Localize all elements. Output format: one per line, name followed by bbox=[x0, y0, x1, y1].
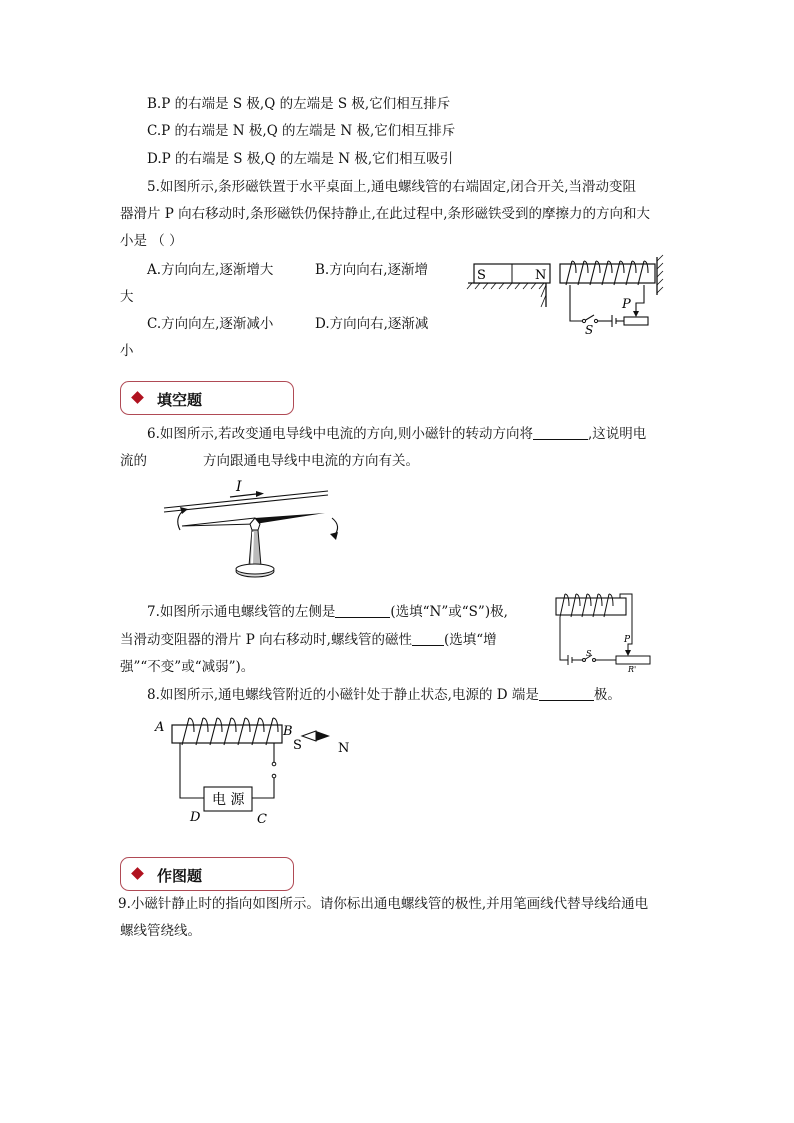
q5-magnet-n-label: N bbox=[535, 268, 547, 283]
q5-slider-p-label: P bbox=[622, 297, 631, 312]
q8-text-1: 8.如图所示,通电螺线管附近的小磁针处于静止状态,电源的 D 端是 bbox=[147, 687, 539, 703]
q4-option-c: C.P 的右端是 N 极,Q 的左端是 N 极,它们相互排斥 bbox=[147, 123, 456, 139]
q7-text-1: 7.如图所示通电螺线管的左侧是 bbox=[147, 604, 336, 620]
q7-stem-line3: 强”“不变”或“减弱”)。 bbox=[120, 659, 255, 675]
q7-rheostat-label: R' bbox=[628, 665, 637, 674]
q5-switch-label: S bbox=[585, 323, 594, 337]
q6-figure bbox=[160, 478, 360, 583]
q5-stem-line1: 5.如图所示,条形磁铁置于水平桌面上,通电螺线管的右端固定,闭合开关,当滑动变阻 bbox=[147, 179, 637, 195]
q8-power-label: 电 源 bbox=[212, 792, 245, 808]
q5-stem-line3: 小是 （ ） bbox=[120, 233, 183, 249]
q7-text-4: (选填“增 bbox=[443, 632, 497, 648]
q7-text-3: 当滑动变阻器的滑片 P 向右移动时,螺线管的磁性 bbox=[120, 632, 412, 648]
q8-answer-blank[interactable] bbox=[539, 686, 594, 701]
q9-stem-line1: 9.小磁针静止时的指向如图所示。请你标出通电螺线管的极性,并用笔画线代替导线给通电 bbox=[118, 896, 649, 912]
q4-option-b: B.P 的右端是 S 极,Q 的左端是 S 极,它们相互排斥 bbox=[147, 96, 451, 112]
q6-text-3: 流的 bbox=[120, 453, 147, 469]
q6-stem-line2 bbox=[120, 452, 419, 470]
q6-answer-blank-1[interactable] bbox=[533, 425, 588, 440]
q7-stem-line2 bbox=[120, 631, 497, 649]
q8-label-a: A bbox=[155, 720, 165, 735]
diamond-icon bbox=[131, 391, 144, 404]
q6-stem-line1 bbox=[147, 425, 646, 443]
q8-stem-line1 bbox=[147, 686, 621, 704]
q7-answer-blank-2[interactable] bbox=[412, 631, 444, 646]
q5-figure bbox=[466, 255, 671, 335]
q8-label-b: B bbox=[283, 724, 293, 739]
q8-figure bbox=[150, 712, 360, 827]
q7-switch-label: S bbox=[586, 649, 592, 658]
q8-label-c: C bbox=[257, 812, 267, 827]
q5-stem-line2: 器滑片 P 向右移动时,条形磁铁仍保持静止,在此过程中,条形磁铁受到的摩擦力的方向和大 bbox=[120, 206, 651, 222]
q9-stem-line2: 螺线管绕线。 bbox=[120, 923, 201, 939]
q8-label-d: D bbox=[190, 810, 201, 825]
q5-option-b-wrap: 大 bbox=[120, 289, 134, 305]
section-header-draw bbox=[120, 857, 294, 891]
diamond-icon bbox=[131, 867, 144, 880]
q5-option-d: D.方向向右,逐渐减 bbox=[315, 316, 429, 332]
section-header-fill bbox=[120, 381, 294, 415]
q5-option-b: B.方向向右,逐渐增 bbox=[315, 262, 429, 278]
q5-option-c: C.方向向左,逐渐减小 bbox=[147, 316, 274, 332]
q5-magnet-s-label: S bbox=[477, 268, 486, 283]
q6-current-label: I bbox=[236, 479, 242, 495]
q4-option-d: D.P 的右端是 S 极,Q 的左端是 N 极,它们相互吸引 bbox=[147, 151, 454, 167]
q6-text-2: ,这说明电 bbox=[587, 426, 647, 442]
q8-needle-s-label: S bbox=[293, 738, 302, 753]
q7-answer-blank-1[interactable] bbox=[335, 603, 390, 618]
section-title-fill: 填空题 bbox=[157, 391, 203, 409]
q5-option-a: A.方向向左,逐渐增大 bbox=[147, 262, 274, 278]
q7-figure bbox=[548, 590, 658, 674]
q6-text-4: 方向跟通电导线中电流的方向有关。 bbox=[203, 453, 419, 469]
q6-text-1: 6.如图所示,若改变通电导线中电流的方向,则小磁针的转动方向将 bbox=[147, 426, 533, 442]
q8-needle-n-label: N bbox=[338, 741, 350, 756]
q7-text-2: (选填“N”或“S”)极, bbox=[390, 604, 508, 620]
q8-text-2: 极。 bbox=[593, 687, 621, 703]
section-title-draw: 作图题 bbox=[157, 867, 203, 885]
q5-option-d-wrap: 小 bbox=[120, 343, 134, 359]
q7-stem-line1 bbox=[147, 603, 508, 621]
q7-slider-p-label: P bbox=[624, 635, 631, 645]
